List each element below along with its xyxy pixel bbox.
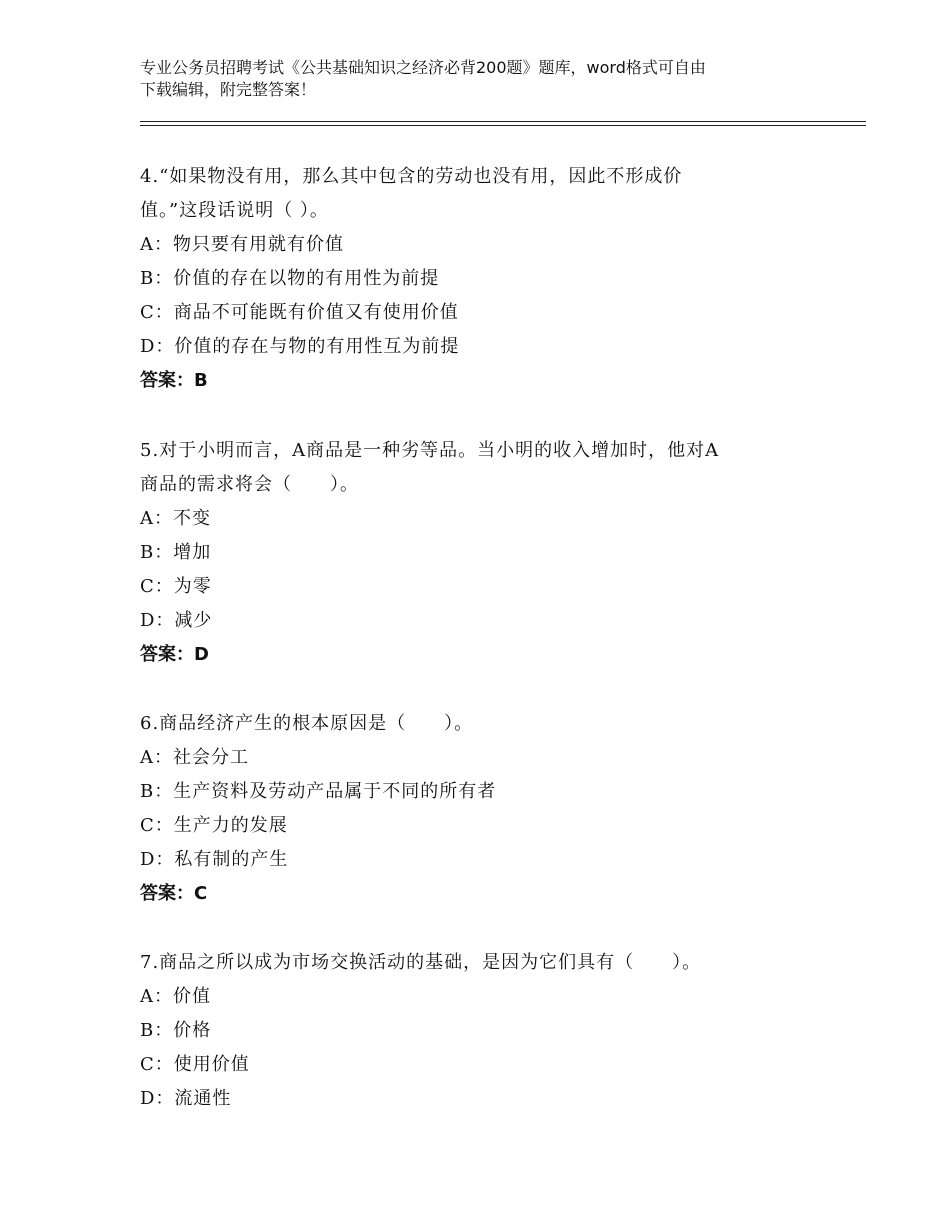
question-stem-line: 7.商品之所以成为市场交换活动的基础，是因为它们具有（ ）。 bbox=[140, 952, 702, 973]
question-4 bbox=[140, 160, 820, 398]
option-b: B：增加 bbox=[140, 542, 212, 563]
header-divider-bottom bbox=[140, 125, 866, 126]
option-a: A：不变 bbox=[140, 508, 211, 529]
question-stem-line: 商品的需求将会（ ）。 bbox=[140, 474, 359, 495]
option-c: C：商品不可能既有价值又有使用价值 bbox=[140, 302, 459, 323]
option-c: C：为零 bbox=[140, 576, 212, 597]
option-d: D：价值的存在与物的有用性互为前提 bbox=[140, 336, 460, 357]
header-line-1: 专业公务员招聘考试《公共基础知识之经济必背200题》题库，word格式可自由 bbox=[140, 58, 706, 77]
option-b: B：价值的存在以物的有用性为前提 bbox=[140, 268, 440, 289]
answer-label: 答案：B bbox=[140, 370, 208, 391]
answer-label: 答案：C bbox=[140, 883, 208, 904]
header-line-2: 下载编辑，附完整答案！ bbox=[140, 80, 317, 99]
option-a: A：社会分工 bbox=[140, 747, 249, 768]
option-c: C：生产力的发展 bbox=[140, 815, 288, 836]
question-6 bbox=[140, 707, 820, 911]
question-stem-line: 值。”这段话说明（ ）。 bbox=[140, 200, 329, 221]
option-a: A：物只要有用就有价值 bbox=[140, 234, 344, 255]
question-stem-line: 4.“如果物没有用，那么其中包含的劳动也没有用，因此不形成价 bbox=[140, 166, 683, 187]
option-d: D：流通性 bbox=[140, 1088, 232, 1109]
question-stem-line: 6.商品经济产生的根本原因是（ ）。 bbox=[140, 713, 474, 734]
option-b: B：生产资料及劳动产品属于不同的所有者 bbox=[140, 781, 497, 802]
option-b: B：价格 bbox=[140, 1020, 212, 1041]
header-divider-top bbox=[140, 121, 866, 122]
option-c: C：使用价值 bbox=[140, 1054, 250, 1075]
question-5 bbox=[140, 434, 820, 672]
option-d: D：私有制的产生 bbox=[140, 849, 289, 870]
answer-label: 答案：D bbox=[140, 644, 209, 665]
question-7 bbox=[140, 946, 820, 1116]
document-header bbox=[140, 57, 820, 101]
option-d: D：减少 bbox=[140, 610, 213, 631]
option-a: A：价值 bbox=[140, 986, 211, 1007]
question-stem-line: 5.对于小明而言，A商品是一种劣等品。当小明的收入增加时，他对A bbox=[140, 440, 720, 461]
